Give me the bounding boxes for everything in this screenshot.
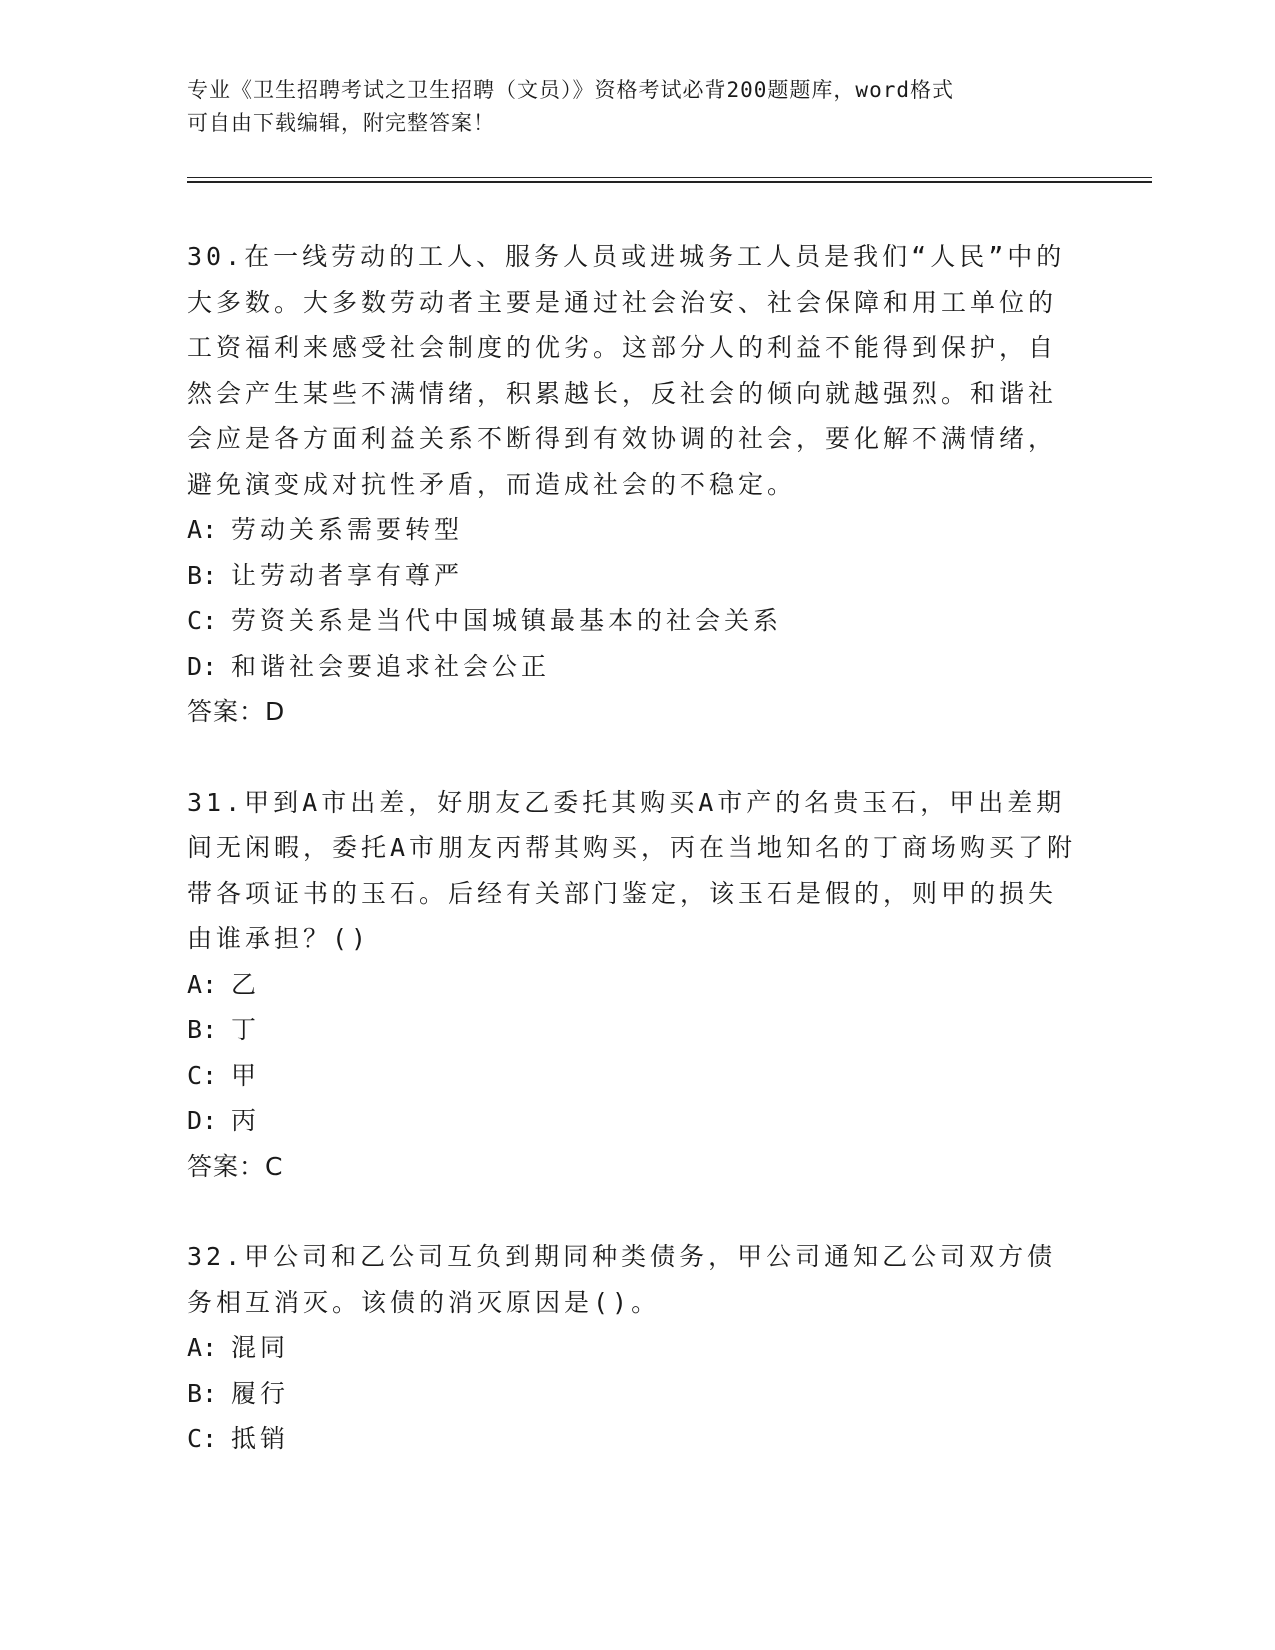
header-divider-thin bbox=[187, 177, 1152, 178]
question-list bbox=[187, 234, 1077, 1462]
option-text: 甲 bbox=[231, 1060, 261, 1090]
option-key: C: bbox=[187, 1060, 218, 1090]
option-key: D: bbox=[187, 651, 218, 681]
option-text: 劳资关系是当代中国城镇最基本的社会关系 bbox=[231, 606, 783, 635]
option-b bbox=[187, 1007, 1077, 1053]
question-31 bbox=[187, 780, 1077, 1190]
question-stem: 31.甲到A市出差，好朋友乙委托其购买A市产的名贵玉石，甲出差期间无闲暇，委托A市朋友丙帮其购买，丙在当地知名的丁商场购买了附带各项证书的玉石。后经有关部门鉴定，该玉石是假的，则甲的损失由谁承担？() bbox=[187, 787, 1077, 953]
header-title-line-2: 可自由下载编辑，附完整答案！ bbox=[187, 111, 495, 135]
option-c bbox=[187, 598, 1077, 644]
question-stem: 32.甲公司和乙公司互负到期同种类债务，甲公司通知乙公司双方债务相互消灭。该债的消灭原因是()。 bbox=[187, 1242, 1057, 1317]
option-b bbox=[187, 553, 1077, 599]
option-a bbox=[187, 962, 1077, 1008]
header-title-line-1: 专业《卫生招聘考试之卫生招聘（文员）》资格考试必背200题题库，word格式 bbox=[187, 78, 954, 102]
option-text: 乙 bbox=[231, 969, 261, 999]
option-text: 丙 bbox=[231, 1106, 261, 1135]
option-c bbox=[187, 1053, 1077, 1099]
header-divider-thick bbox=[187, 181, 1152, 183]
option-key: B: bbox=[187, 1015, 218, 1044]
option-key: A: bbox=[187, 1333, 218, 1362]
option-text: 和谐社会要追求社会公正 bbox=[231, 651, 551, 681]
option-a bbox=[187, 1325, 1077, 1371]
question-spacer bbox=[187, 1189, 1077, 1234]
option-text: 丁 bbox=[231, 1015, 261, 1044]
option-key: A: bbox=[187, 969, 218, 999]
option-text: 履行 bbox=[231, 1378, 290, 1408]
option-key: D: bbox=[187, 1106, 218, 1135]
option-a bbox=[187, 507, 1077, 553]
option-key: B: bbox=[187, 560, 218, 590]
question-stem: 30.在一线劳动的工人、服务人员或进城务工人员是我们“人民”中的大多数。大多数劳动者主要是通过社会治安、社会保障和用工单位的工资福利来感受社会制度的优劣。这部分人的利益不能得到保护，自然会产生某些不满情绪，积累越长，反社会的倾向就越强烈。和谐社会应是各方面利益关系不断得到有效协调的社会，要化解不满情绪，避免演变成对抗性矛盾，而造成社会的不稳定。 bbox=[187, 242, 1066, 499]
option-text: 混同 bbox=[231, 1333, 290, 1362]
option-c bbox=[187, 1416, 1077, 1462]
document-header bbox=[187, 74, 1067, 140]
option-key: C: bbox=[187, 606, 218, 635]
option-d bbox=[187, 644, 1077, 690]
option-text: 劳动关系需要转型 bbox=[231, 515, 464, 544]
answer-line: 答案：D bbox=[187, 697, 286, 726]
question-32 bbox=[187, 1234, 1077, 1462]
option-key: C: bbox=[187, 1424, 218, 1453]
option-b bbox=[187, 1371, 1077, 1417]
option-text: 抵销 bbox=[231, 1424, 290, 1453]
question-spacer bbox=[187, 735, 1077, 780]
option-d bbox=[187, 1098, 1077, 1144]
option-text: 让劳动者享有尊严 bbox=[231, 560, 464, 590]
option-key: A: bbox=[187, 515, 218, 544]
question-30 bbox=[187, 234, 1077, 735]
answer-line: 答案：C bbox=[187, 1151, 284, 1181]
option-key: B: bbox=[187, 1378, 218, 1408]
